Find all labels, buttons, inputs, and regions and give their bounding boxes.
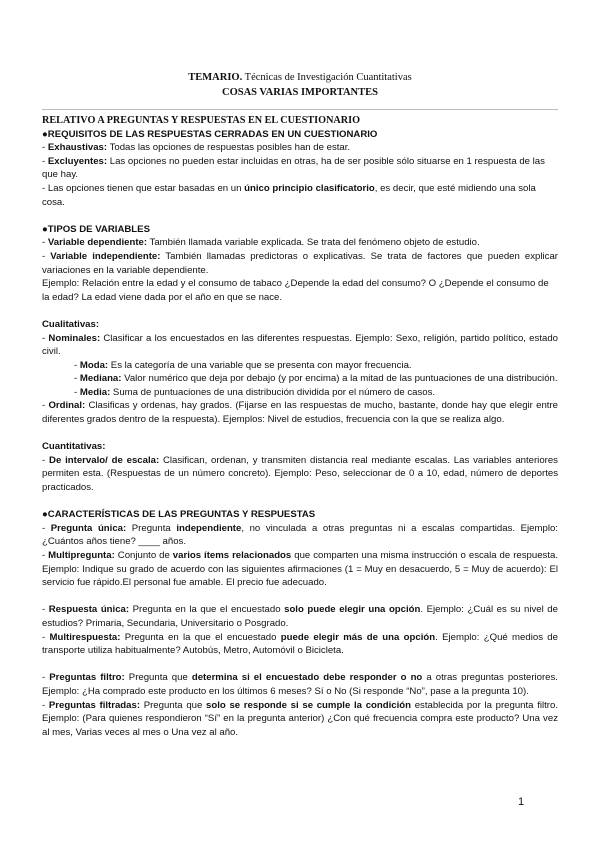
document-subtitle: COSAS VARIAS IMPORTANTES bbox=[221, 87, 378, 98]
document-body bbox=[42, 114, 558, 739]
page-number: 1 bbox=[518, 796, 525, 808]
title-prefix: TEMARIO. bbox=[188, 72, 243, 83]
req-principio: - Las opciones tienen que estar basadas en un único principio clasificatorio, es decir, que esté midiendo una sola cosa. bbox=[42, 182, 536, 208]
req-excluyentes: - Excluyentes: Las opciones no pueden estar incluidas en otras, ha de ser posible sólo situarse en 1 respuesta de las que hay. bbox=[42, 155, 545, 181]
cual-moda: - Moda: Es la categoría de una variable que se presenta con mayor frecuencia. bbox=[74, 359, 412, 371]
cual-mediana: - Mediana: Valor numérico que deja por debajo (y por encima) a la mitad de las puntuaciones de una distribución. bbox=[74, 373, 558, 385]
car-multipregunta: - Multipregunta: Conjunto de varios ítems relacionados que comparten una misma instrucción o escala de respuesta. Ejemplo: Indique su grado de acuerdo con las siguientes afirmaciones (1 = Muy en desacuerdo, 5 = Muy de acuerdo): El servicio fue rápido.El personal fue amable. El precio fue adecuado. bbox=[42, 550, 558, 589]
cuantitativas-heading: Cuantitativas: bbox=[42, 441, 106, 453]
car-preguntas-filtradas: - Preguntas filtradas: Pregunta que solo se responde si se cumple la condición establecida por la pregunta filtro. Ejemplo: (Para quienes respondieron “Sí” en la pregunta anterior) ¿Con qué frecuencia compra este producto? Una vez al mes, Varias veces al mes o Una vez al año. bbox=[42, 699, 558, 738]
header-divider bbox=[42, 109, 558, 110]
cualitativas-heading: Cualitativas: bbox=[42, 318, 100, 330]
car-pregunta-unica: - Pregunta única: Pregunta independiente, no vinculada a otras preguntas ni a escalas compartidas. Ejemplo: ¿Cuántos años tiene? ____ años. bbox=[42, 522, 558, 548]
section-title: RELATIVO A PREGUNTAS Y RESPUESTAS EN EL CUESTIONARIO bbox=[42, 115, 361, 126]
tipos-ejemplo: Ejemplo: Relación entre la edad y el consumo de tabaco ¿Depende la edad del consumo? O ¿Depende el consumo de la edad? La edad viene dada por el año en que se nace. bbox=[42, 278, 549, 303]
car-multirespuesta: - Multirespuesta: Pregunta en la que el encuestado puede elegir más de una opción. Ejemplo: ¿Qué medios de transporte utiliza habitualmente? Autobús, Metro, Automóvil o Bicicleta. bbox=[42, 631, 558, 657]
tipos-heading: ●TIPOS DE VARIABLES bbox=[42, 223, 150, 235]
car-preguntas-filtro: - Preguntas filtro: Pregunta que determina si el encuestado debe responder o no a otras preguntas posteriores. Ejemplo: ¿Ha comprado este producto en los últimos 6 meses? Sí o No (Si responde “No”, pase a la pregunta 10). bbox=[42, 672, 558, 697]
document-title bbox=[0, 72, 600, 83]
caracteristicas-heading: ●CARACTERÍSTICAS DE LAS PREGUNTAS Y RESPUESTAS bbox=[42, 509, 316, 521]
tipo-dependiente: - Variable dependiente: También llamada variable explicada. Se trata del fenómeno objeto de estudio. bbox=[42, 237, 480, 249]
cual-media: - Media: Suma de puntuaciones de una distribución dividida por el número de casos. bbox=[74, 386, 436, 398]
req-exhaustivas: - Exhaustivas: Todas las opciones de respuestas posibles han de estar. bbox=[42, 142, 351, 154]
cual-ordinal: - Ordinal: Clasificas y ordenas, hay grados. (Fijarse en las respuestas de mucho, bastante, donde hay que elegir entre diferentes grados dentro de la respuesta). Ejemplos: Nivel de estudios, frecuencia con la que se realiza algo. bbox=[42, 400, 558, 426]
cual-nominales: - Nominales: Clasificar a los encuestados en las diferentes respuestas. Ejemplo: Sexo, religión, partido político, estado civil. bbox=[42, 332, 558, 358]
tipo-independiente: - Variable independiente: También llamadas predictoras o explicativas. Se trata de factores que pueden explicar variaciones en la variable dependiente. bbox=[42, 250, 558, 276]
requisitos-heading: ●REQUISITOS DE LAS RESPUESTAS CERRADAS EN UN CUESTIONARIO bbox=[42, 128, 378, 140]
title-rest: Técnicas de Investigación Cuantitativas bbox=[242, 72, 412, 83]
car-respuesta-unica: - Respuesta única: Pregunta en la que el encuestado solo puede elegir una opción. Ejemplo: ¿Cuál es su nivel de estudios? Primaria, Secundaria, Universitario o Posgrado. bbox=[42, 604, 558, 629]
cuant-intervalo: - De intervalo/ de escala: Clasifican, ordenan, y transmiten distancia real mediante escalas. Las variables anteriores permiten esta. (Respuestas de un número concreto). Ejemplo: Peso, seleccionar de 0 a 10, edad, número de deportes practicados. bbox=[42, 454, 558, 494]
